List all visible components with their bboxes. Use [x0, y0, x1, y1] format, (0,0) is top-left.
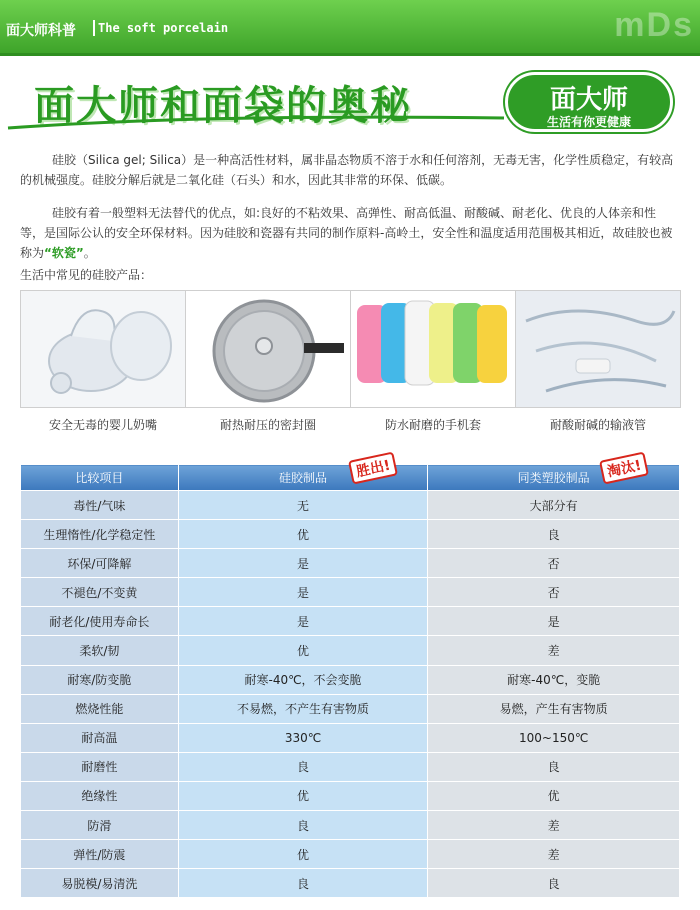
silicone-cell: 耐寒-40℃，不会变脆 [178, 665, 428, 694]
headline-swoosh [6, 112, 506, 132]
brand-name: 面大师科普 [6, 23, 76, 39]
item-cell: 绝缘性 [21, 781, 179, 810]
product-card [515, 290, 681, 433]
header-item: 比较项目 [21, 465, 179, 491]
item-cell: 燃烧性能 [21, 694, 179, 723]
product-card [350, 290, 516, 433]
silicone-cell: 330℃ [178, 723, 428, 752]
page-title: 面大师和面袋的奥秘 [34, 83, 412, 129]
table-row [21, 491, 680, 520]
item-cell: 耐寒/防变脆 [21, 665, 179, 694]
plastic-cell: 差 [428, 636, 680, 665]
table-row [21, 723, 680, 752]
table-row [21, 520, 680, 549]
item-cell: 环保/可降解 [21, 549, 179, 578]
product-caption: 防水耐磨的手机套 [384, 418, 481, 432]
item-cell: 不褪色/不变黄 [21, 578, 179, 607]
item-cell: 防滑 [21, 811, 179, 840]
silicone-cell: 良 [178, 752, 428, 781]
silicone-cell: 优 [178, 840, 428, 869]
silicone-cell: 优 [178, 781, 428, 810]
silicone-cell: 是 [178, 607, 428, 636]
plastic-cell: 差 [428, 811, 680, 840]
banner-divider [93, 20, 95, 36]
plastic-cell: 否 [428, 578, 680, 607]
table-row [21, 781, 680, 810]
brand-badge [505, 72, 673, 132]
seal-ring-image [185, 290, 351, 408]
intro-text-2: 硅胶有着一般塑料无法替代的优点，如:良好的不粘效果、高弹性、耐高低温、耐酸碱、耐老化、优良的人体亲和性等，是国际公认的安全环保材料。因为硅胶和瓷器有共同的制作原料-高岭土，安全性和温度适用范围极其相近，故硅胶也被称为 [20, 206, 673, 260]
plastic-cell: 否 [428, 549, 680, 578]
item-cell: 易脱模/易清洗 [21, 869, 179, 898]
silicone-cell: 良 [178, 811, 428, 840]
plastic-cell: 100~150℃ [428, 723, 680, 752]
intro-paragraph-1 [20, 150, 680, 190]
winner-stamp: 胜出! [348, 451, 398, 484]
silicone-cell: 是 [178, 578, 428, 607]
top-banner [0, 0, 700, 56]
plastic-cell: 耐寒-40℃，变脆 [428, 665, 680, 694]
soft-porcelain-highlight: “软瓷” [44, 246, 84, 260]
header-plastic: 同类塑胶制品 [428, 465, 680, 491]
table-row [21, 607, 680, 636]
silicone-cell: 优 [178, 520, 428, 549]
intro-paragraph-2 [20, 203, 680, 263]
product-caption: 耐热耐压的密封圈 [219, 418, 316, 432]
intro-text-1: 硅胶（Silica gel; Silica）是一种高活性材料，属非晶态物质不溶于水和任何溶剂，无毒无害，化学性质稳定，有较高的机械强度。硅胶分解后就是二氧化硅（石头）和水，因此其非常的环保、低碳。 [20, 153, 674, 187]
table-row [21, 811, 680, 840]
table-row [21, 636, 680, 665]
item-cell: 耐老化/使用寿命长 [21, 607, 179, 636]
item-cell: 弹性/防震 [21, 840, 179, 869]
comparison-table [20, 464, 680, 898]
silicone-cell: 不易燃，不产生有害物质 [178, 694, 428, 723]
loser-stamp: 淘汰! [599, 451, 649, 484]
plastic-cell: 良 [428, 752, 680, 781]
item-cell: 耐磨性 [21, 752, 179, 781]
comparison-body [21, 491, 680, 898]
item-cell: 毒性/气味 [21, 491, 179, 520]
table-row [21, 840, 680, 869]
badge-title: 面大师 [549, 85, 628, 115]
table-row [21, 694, 680, 723]
table-row [21, 869, 680, 898]
silicone-cell: 优 [178, 636, 428, 665]
brand-tagline: The soft porcelain [98, 21, 229, 35]
intro-text-2-end: 。 [83, 246, 96, 260]
products-heading: 生活中常见的硅胶产品： [20, 268, 153, 282]
baby-nipple-image [20, 290, 186, 408]
silicone-cell: 良 [178, 869, 428, 898]
item-cell: 柔软/韧 [21, 636, 179, 665]
mds-logo: mDs [614, 6, 694, 44]
phone-case-image [350, 290, 516, 408]
item-cell: 耐高温 [21, 723, 179, 752]
plastic-cell: 差 [428, 840, 680, 869]
plastic-cell: 良 [428, 520, 680, 549]
badge-slogan: 生活有你更健康 [546, 115, 631, 129]
item-cell: 生理惰性/化学稳定性 [21, 520, 179, 549]
plastic-cell: 是 [428, 607, 680, 636]
silicone-cell: 无 [178, 491, 428, 520]
plastic-cell: 大部分有 [428, 491, 680, 520]
infusion-tube-image [515, 290, 681, 408]
table-row [21, 578, 680, 607]
table-row [21, 665, 680, 694]
plastic-cell: 优 [428, 781, 680, 810]
plastic-cell: 良 [428, 869, 680, 898]
product-caption: 安全无毒的婴儿奶嘴 [48, 418, 157, 432]
table-row [21, 549, 680, 578]
product-gallery [20, 290, 680, 430]
table-row [21, 752, 680, 781]
silicone-cell: 是 [178, 549, 428, 578]
product-caption: 耐酸耐碱的输液管 [549, 418, 646, 432]
header-silicone: 硅胶制品 [178, 465, 428, 491]
product-card [185, 290, 351, 433]
plastic-cell: 易燃，产生有害物质 [428, 694, 680, 723]
product-card [20, 290, 186, 433]
